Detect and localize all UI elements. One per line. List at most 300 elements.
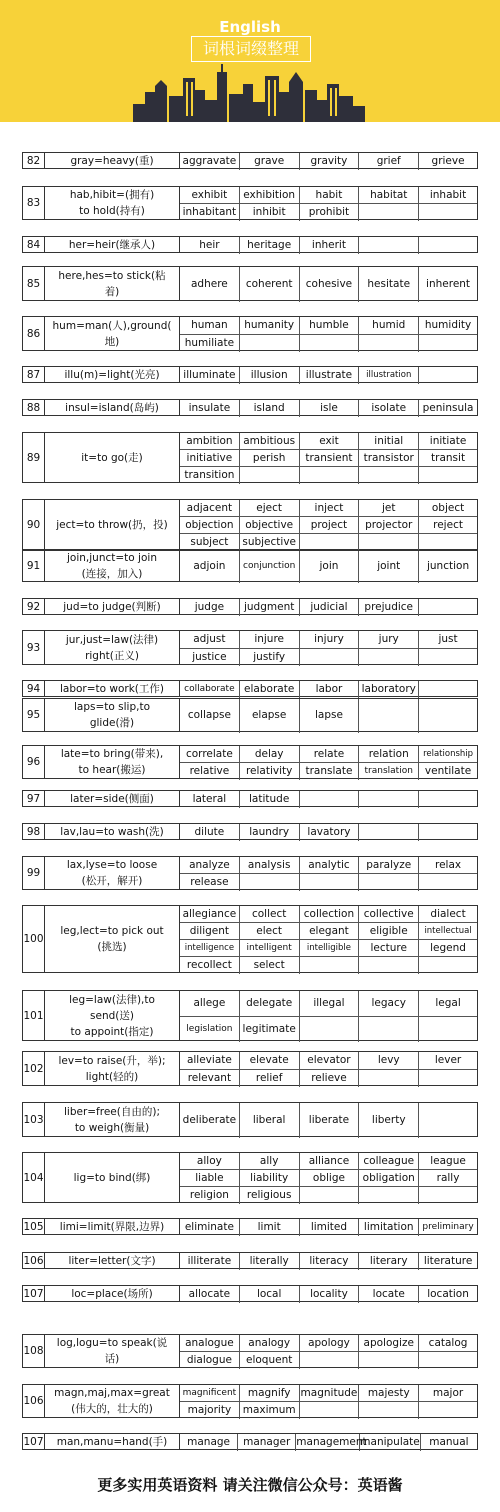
entry-number: 94	[22, 680, 45, 697]
word-cell: inherit	[300, 237, 360, 254]
word-cell: ambitious	[240, 433, 300, 450]
word-cell: magnify	[240, 1385, 300, 1402]
city-skyline-icon	[0, 64, 500, 122]
word-row	[180, 1286, 477, 1303]
root-definition	[45, 550, 180, 582]
word-cell: preliminary	[422, 1222, 474, 1232]
word-cell: ventilate	[424, 765, 472, 777]
word-cell	[419, 1070, 477, 1088]
entry-number: 84	[22, 236, 45, 253]
word-cell	[419, 1103, 477, 1138]
word-cell: grieve	[431, 155, 465, 167]
example-words	[180, 745, 478, 779]
root-line: liter=letter(文字)	[68, 1254, 156, 1267]
word-row	[180, 957, 477, 974]
word-cell: liable	[180, 1170, 240, 1187]
word-cell: collaborate	[180, 681, 240, 698]
word-cell	[359, 1187, 419, 1204]
word-cell: deliberate	[180, 1103, 240, 1138]
root-line: lax,lyse=to loose	[66, 859, 158, 871]
word-cell: colleague	[359, 1153, 419, 1170]
root-line: to appoint(指定)	[70, 1025, 154, 1038]
root-definition	[45, 1285, 180, 1302]
word-cell: select	[240, 957, 300, 974]
word-cell: translate	[300, 763, 360, 780]
word-cell	[300, 874, 360, 891]
entry-number: 91	[22, 550, 45, 582]
root-definition	[45, 1433, 180, 1450]
word-cell: collect	[240, 906, 300, 923]
word-cell	[359, 824, 419, 841]
root-line: jur,just=law(法律)	[65, 633, 159, 646]
word-cell: hesitate	[359, 267, 419, 302]
word-cell: coherent	[240, 267, 300, 302]
word-cell: grave	[240, 153, 300, 170]
word-cell	[419, 335, 477, 353]
word-cell: legal	[419, 991, 477, 1017]
root-line: leg,lect=to pick out	[60, 925, 164, 937]
word-cell: intelligence	[180, 940, 240, 957]
root-definition	[45, 698, 180, 732]
word-cell: recollect	[180, 957, 240, 974]
entry-number: 96	[22, 745, 45, 779]
footer-notice: 更多实用英语资料 请关注微信公众号：英语酱	[97, 1476, 403, 1494]
example-words	[180, 1152, 478, 1203]
word-cell	[419, 957, 477, 974]
word-row	[180, 450, 477, 467]
word-row	[180, 763, 477, 780]
root-line: lig=to bind(绑)	[73, 1171, 151, 1184]
word-cell: relax	[419, 857, 477, 874]
root-entry	[22, 1218, 478, 1235]
word-cell: humidity	[419, 317, 477, 335]
word-cell: grief	[359, 153, 419, 170]
word-cell: collective	[359, 906, 419, 923]
word-cell: limitation	[359, 1219, 419, 1236]
word-cell: gravity	[300, 153, 360, 170]
word-row	[180, 991, 477, 1017]
word-cell: injury	[300, 631, 360, 649]
word-cell: elect	[240, 923, 300, 940]
word-cell: magnificent	[180, 1385, 240, 1402]
word-cell	[419, 681, 477, 698]
root-definition	[45, 790, 180, 807]
word-cell: levy	[359, 1052, 419, 1070]
entry-number: 95	[22, 698, 45, 732]
example-words	[180, 1285, 478, 1302]
word-cell: humid	[359, 317, 419, 335]
word-cell: release	[180, 874, 240, 891]
root-line: labor=to work(工作)	[59, 682, 165, 695]
word-row	[180, 1070, 477, 1088]
root-line: to hear(搬运)	[78, 764, 146, 776]
word-cell: relate	[300, 746, 360, 763]
word-row	[180, 906, 477, 923]
root-entry	[22, 316, 478, 351]
word-row	[180, 400, 477, 417]
root-entry	[22, 550, 478, 582]
word-cell: habitat	[359, 187, 419, 204]
word-cell	[359, 1402, 419, 1419]
word-cell: management	[296, 1434, 360, 1451]
word-cell: manual	[429, 1436, 469, 1448]
root-definition	[45, 316, 180, 351]
word-cell: eloquent	[240, 1352, 300, 1369]
root-definition	[45, 499, 180, 550]
word-row	[180, 699, 477, 733]
root-definition	[45, 680, 180, 697]
root-line: insul=island(岛屿)	[65, 401, 159, 414]
entry-number: 101	[22, 990, 45, 1041]
root-line: illu(m)=light(光亮)	[64, 368, 160, 381]
word-cell: illuminate	[180, 367, 240, 384]
word-row	[180, 857, 477, 874]
root-line: liber=free(自由的);	[63, 1105, 160, 1118]
word-cell: judgment	[240, 599, 300, 616]
word-cell	[240, 335, 300, 353]
word-cell	[359, 204, 419, 221]
word-cell: humiliate	[180, 335, 240, 353]
root-line: leg=law(法律),to	[69, 993, 155, 1006]
entry-number: 102	[22, 1051, 45, 1086]
root-entry	[22, 432, 478, 483]
root-entry	[22, 698, 478, 732]
word-cell: justify	[240, 649, 300, 667]
word-cell	[419, 1017, 477, 1043]
root-entry	[22, 236, 478, 253]
entry-number: 85	[22, 266, 45, 301]
word-cell: perish	[240, 450, 300, 467]
word-cell	[300, 1187, 360, 1204]
word-cell: intellectual	[419, 923, 477, 940]
root-line: later=side(侧面)	[70, 792, 154, 805]
root-entry	[22, 630, 478, 665]
word-row	[180, 1170, 477, 1187]
word-row	[180, 317, 477, 335]
entry-number: 82	[22, 152, 45, 169]
word-row	[180, 153, 477, 170]
word-cell: majority	[180, 1402, 240, 1419]
word-cell: illusion	[240, 367, 300, 384]
root-line: log,logu=to speak(说	[56, 1337, 168, 1349]
word-cell: heir	[180, 237, 240, 254]
word-cell: humble	[300, 317, 360, 335]
word-cell: league	[419, 1153, 477, 1170]
word-cell: conjunction	[240, 551, 300, 583]
entry-number: 93	[22, 630, 45, 665]
word-row	[180, 335, 477, 353]
word-cell: judge	[180, 599, 240, 616]
word-cell	[419, 874, 477, 891]
word-row	[180, 1153, 477, 1170]
word-cell: lever	[419, 1052, 477, 1070]
entry-number: 107	[22, 1285, 45, 1302]
word-cell	[240, 467, 300, 484]
word-cell: locate	[359, 1286, 419, 1303]
word-row	[180, 367, 477, 384]
root-line: lev=to raise(升，举);	[58, 1054, 166, 1067]
word-cell	[359, 467, 419, 484]
word-cell: injure	[240, 631, 300, 649]
word-cell: transistor	[359, 450, 419, 467]
word-cell: legislation	[180, 1017, 240, 1043]
word-cell: lecture	[359, 940, 419, 957]
root-definition	[45, 1384, 180, 1418]
word-cell: relief	[240, 1070, 300, 1088]
word-cell: laboratory	[359, 681, 419, 698]
word-cell: peninsula	[422, 402, 474, 414]
root-entry	[22, 366, 478, 383]
word-cell: major	[419, 1385, 477, 1402]
entry-number: 105	[22, 1218, 45, 1235]
word-cell: just	[419, 631, 477, 649]
root-entry	[22, 1285, 478, 1302]
word-cell: delay	[240, 746, 300, 763]
root-definition	[45, 1102, 180, 1137]
example-words	[180, 1218, 478, 1235]
word-cell: locality	[300, 1286, 360, 1303]
root-line: hab,hibit=(拥有)	[69, 189, 155, 201]
root-line: man,manu=hand(手)	[56, 1435, 168, 1448]
word-cell	[359, 534, 419, 551]
word-cell: lapse	[300, 699, 360, 733]
word-cell: ambition	[180, 433, 240, 450]
word-cell: apology	[300, 1335, 360, 1352]
word-cell: transient	[300, 450, 360, 467]
word-row	[180, 467, 477, 484]
word-cell: manipulate	[360, 1434, 420, 1451]
word-cell: exhibition	[240, 187, 300, 204]
word-row	[180, 1219, 477, 1236]
root-line: (伟大的，壮大的)	[71, 1403, 153, 1415]
root-entry	[22, 1433, 478, 1450]
word-cell: manager	[238, 1434, 296, 1451]
word-row	[180, 1352, 477, 1369]
root-entry	[22, 1102, 478, 1137]
word-cell: relationship	[419, 746, 477, 763]
root-line: join,junct=to join	[67, 552, 157, 564]
word-cell: intelligent	[240, 940, 300, 957]
root-entry	[22, 990, 478, 1041]
word-cell	[300, 467, 360, 484]
word-cell: alliance	[300, 1153, 360, 1170]
word-cell: liberal	[240, 1103, 300, 1138]
word-cell: adjust	[180, 631, 240, 649]
word-row	[180, 517, 477, 534]
root-entry	[22, 823, 478, 840]
root-definition	[45, 598, 180, 615]
entry-number: 88	[22, 399, 45, 416]
word-cell	[419, 467, 477, 484]
word-cell: labor	[300, 681, 360, 698]
word-cell: initiate	[419, 433, 477, 450]
root-line: it=to go(走)	[81, 451, 143, 464]
root-line: her=heir(继承人)	[68, 238, 156, 251]
word-row	[180, 433, 477, 450]
word-cell: oblige	[300, 1170, 360, 1187]
word-cell: analogy	[240, 1335, 300, 1352]
root-line: limi=limit(界限,边界)	[59, 1220, 165, 1233]
word-cell	[240, 874, 300, 891]
word-cell: isle	[300, 400, 360, 417]
word-cell: paralyze	[359, 857, 419, 874]
word-cell: magnitude	[300, 1385, 360, 1402]
word-cell: allege	[180, 991, 240, 1017]
word-cell: jury	[359, 631, 419, 649]
root-definition	[45, 1334, 180, 1368]
root-entry	[22, 905, 478, 973]
word-cell: elevator	[300, 1052, 360, 1070]
root-entry	[22, 266, 478, 301]
word-cell	[359, 791, 419, 808]
root-definition	[45, 186, 180, 220]
root-definition	[45, 745, 180, 779]
word-cell: relative	[180, 763, 240, 780]
word-cell: analogue	[180, 1335, 240, 1352]
root-line: (挑选)	[97, 941, 127, 953]
word-cell	[419, 649, 477, 667]
word-cell: adjacent	[180, 500, 240, 517]
root-entry	[22, 790, 478, 807]
word-cell: local	[240, 1286, 300, 1303]
entry-number: 108	[22, 1334, 45, 1368]
word-cell	[419, 791, 477, 808]
word-cell	[300, 649, 360, 667]
word-cell: latitude	[240, 791, 300, 808]
word-cell	[300, 1352, 360, 1369]
word-cell: subject	[180, 534, 240, 551]
header-banner	[0, 0, 500, 122]
word-row	[180, 923, 477, 940]
word-cell: religion	[180, 1187, 240, 1204]
root-line: glide(滑)	[89, 717, 135, 729]
word-cell: dilute	[180, 824, 240, 841]
root-definition	[45, 1051, 180, 1086]
word-cell: literally	[240, 1253, 300, 1270]
word-cell	[419, 1352, 477, 1369]
word-cell: limit	[240, 1219, 300, 1236]
word-row	[180, 237, 477, 254]
word-cell: adhere	[180, 267, 240, 302]
example-words	[180, 366, 478, 383]
root-entry	[22, 1334, 478, 1368]
root-entry	[22, 1384, 478, 1418]
example-words	[180, 1384, 478, 1418]
word-cell: dialect	[419, 906, 477, 923]
root-definition	[45, 905, 180, 973]
example-words	[180, 630, 478, 665]
example-words	[180, 790, 478, 807]
root-line: (松开，解开)	[81, 875, 143, 887]
root-definition	[45, 152, 180, 169]
word-cell: majesty	[359, 1385, 419, 1402]
word-cell: justice	[180, 649, 240, 667]
word-cell: eliminate	[180, 1219, 240, 1236]
word-cell: laundry	[240, 824, 300, 841]
word-cell	[359, 1017, 419, 1043]
word-cell: isolate	[359, 400, 419, 417]
word-row	[180, 649, 477, 667]
word-cell	[359, 237, 419, 254]
root-definition	[45, 1252, 180, 1269]
word-cell	[359, 649, 419, 667]
root-line: 地)	[104, 335, 120, 348]
word-cell: prejudice	[359, 599, 419, 616]
word-cell: obligation	[359, 1170, 419, 1187]
entry-number: 97	[22, 790, 45, 807]
word-cell: subjective	[240, 534, 300, 551]
word-row	[180, 1103, 477, 1138]
word-cell	[419, 367, 477, 384]
word-cell: lavatory	[300, 824, 360, 841]
word-cell: transition	[180, 467, 240, 484]
word-cell: projector	[359, 517, 419, 534]
word-cell: island	[240, 400, 300, 417]
word-cell: eligible	[359, 923, 419, 940]
entry-number: 87	[22, 366, 45, 383]
word-cell: allocate	[180, 1286, 240, 1303]
example-words	[180, 499, 478, 550]
word-cell: dialogue	[180, 1352, 240, 1369]
entry-number: 98	[22, 823, 45, 840]
root-definition	[45, 1218, 180, 1235]
word-cell: translation	[359, 763, 419, 780]
word-cell: location	[427, 1288, 469, 1300]
word-cell: relevant	[180, 1070, 240, 1088]
entry-number: 103	[22, 1102, 45, 1137]
word-cell: rally	[419, 1170, 477, 1187]
word-cell: illiterate	[180, 1253, 240, 1270]
root-line: to weigh(衡量)	[74, 1121, 150, 1134]
root-definition	[45, 856, 180, 890]
word-cell: initiative	[180, 450, 240, 467]
example-words	[180, 1433, 478, 1450]
word-cell	[359, 699, 419, 733]
word-cell: analytic	[300, 857, 360, 874]
word-cell: object	[419, 500, 477, 517]
root-entry	[22, 152, 478, 169]
root-line: lav,lau=to wash(洗)	[60, 825, 164, 838]
example-words	[180, 680, 478, 697]
entry-number: 99	[22, 856, 45, 890]
word-cell: analysis	[240, 857, 300, 874]
root-entry	[22, 1051, 478, 1086]
root-line: ject=to throw(扔，投)	[56, 518, 168, 531]
word-cell: elevate	[240, 1052, 300, 1070]
word-cell: inject	[300, 500, 360, 517]
word-cell: religious	[240, 1187, 300, 1204]
root-definition	[45, 266, 180, 301]
example-words	[180, 598, 478, 615]
word-row	[180, 1253, 477, 1270]
word-row	[180, 534, 477, 551]
example-words	[180, 1252, 478, 1269]
word-cell: diligent	[180, 923, 240, 940]
word-cell: relativity	[240, 763, 300, 780]
root-line: hum=man(人),ground(	[52, 319, 172, 332]
word-cell: elaborate	[240, 681, 300, 698]
root-definition	[45, 399, 180, 416]
root-entry	[22, 856, 478, 890]
word-cell: habit	[300, 187, 360, 204]
entry-number: 107	[22, 1433, 45, 1450]
word-cell: exhibit	[180, 187, 240, 204]
word-cell: heritage	[240, 237, 300, 254]
example-words	[180, 1051, 478, 1086]
word-cell: prohibit	[300, 204, 360, 221]
word-cell: delegate	[240, 991, 300, 1017]
example-words	[180, 266, 478, 301]
